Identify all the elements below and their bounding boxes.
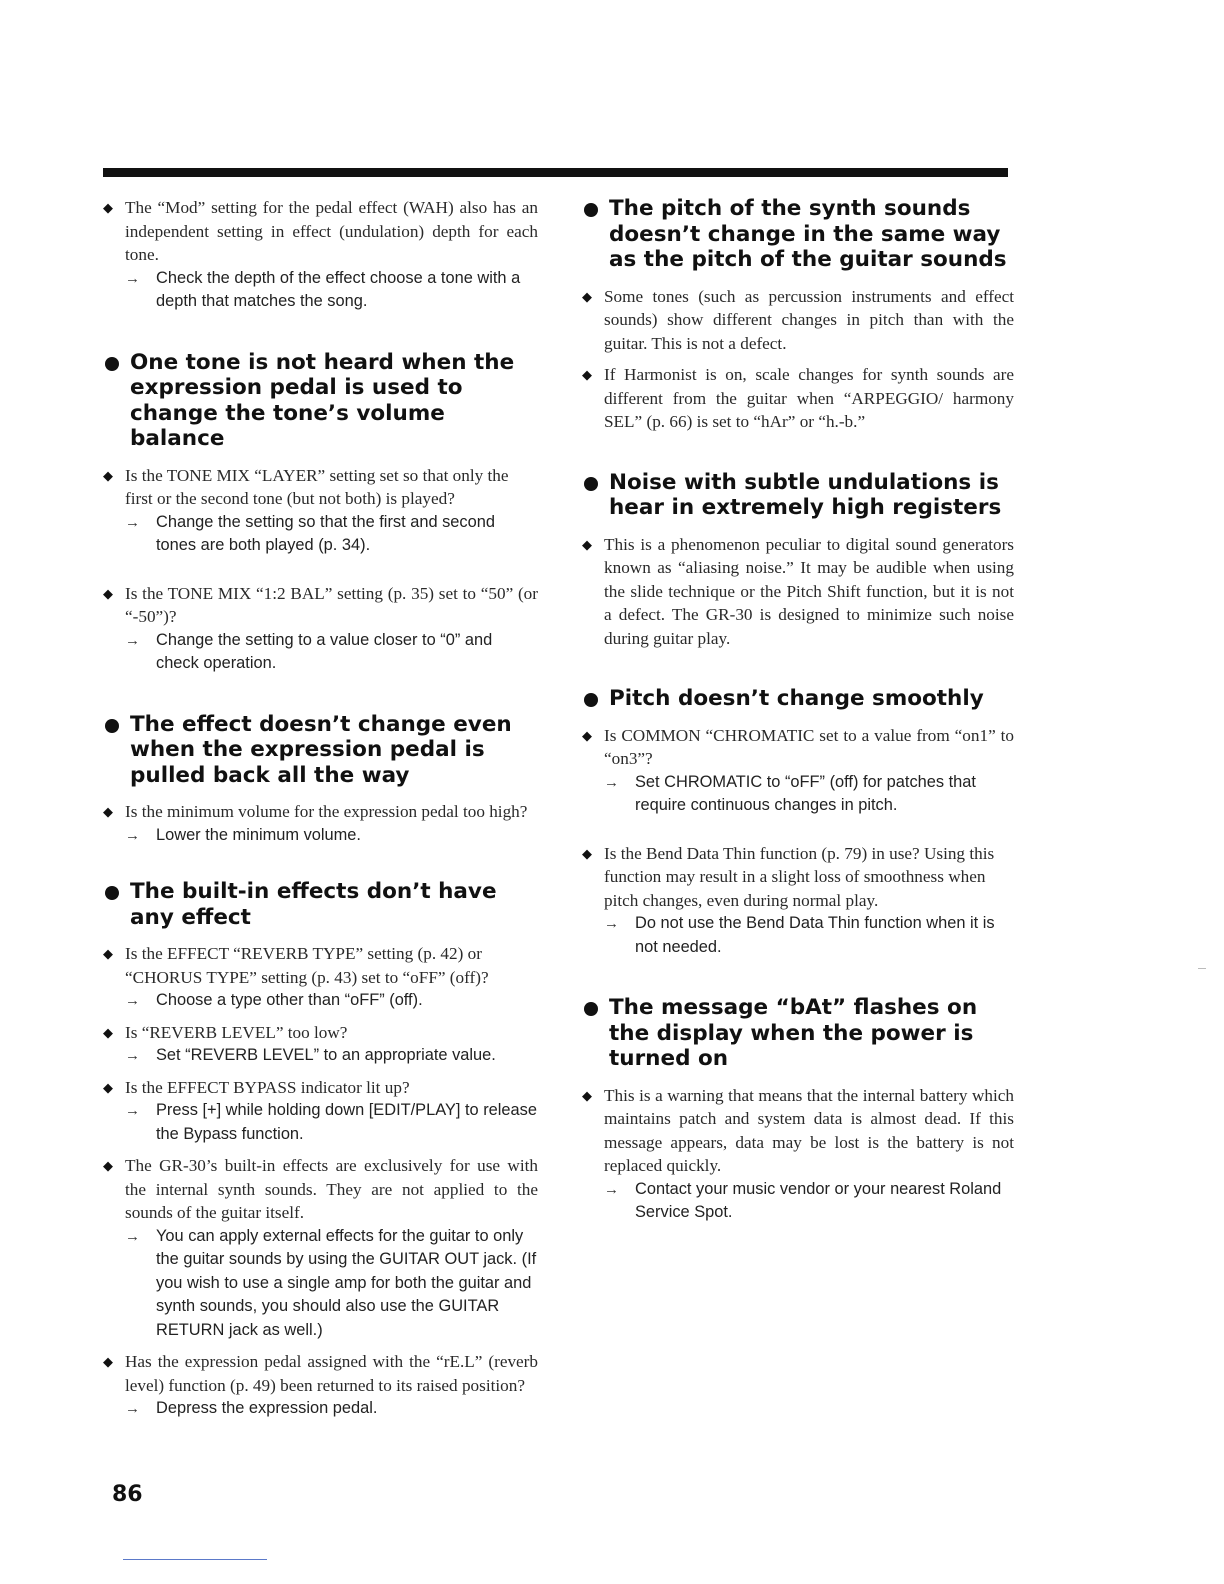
item-text: Some tones (such as percussion instruments and effect sounds) show different changes in pitch than with the guitar. This is not a defect.	[604, 286, 1014, 353]
item-text: If Harmonist is on, scale changes for synth sounds are different from the guitar when “ARPEGGIO/ harmony SEL” (p. 66) is set to “hAr” or “h.-b.”	[604, 365, 1014, 431]
section-heading	[582, 995, 1014, 1072]
section	[582, 995, 1014, 1225]
arrow-icon: →	[125, 992, 140, 1009]
arrow-icon: →	[125, 1227, 140, 1245]
answer-text: Contact your music vendor or your nearest Roland Service Spot.	[635, 1179, 1002, 1221]
arrow-icon: →	[125, 1047, 140, 1064]
diamond-bullet-icon: ◆	[103, 804, 113, 819]
top-rule	[103, 168, 1008, 177]
arrow-icon: →	[125, 1400, 140, 1417]
item-text: This is a warning that means that the internal battery which maintains patch and system data is almost dead. If this message appears, data may be lost is the battery is not replaced quickly.	[604, 1085, 1014, 1175]
item-text: Is COMMON “CHROMATIC set to a value from “on1” to “on3”?	[604, 725, 1014, 768]
heading-bullet-icon	[584, 203, 598, 217]
answer-item	[125, 1397, 538, 1421]
item-text: The “Mod” setting for the pedal effect (WAH) also has an independent setting in effect (undulation) depth for each tone.	[125, 198, 538, 264]
arrow-icon: →	[125, 826, 140, 844]
answer-text: Change the setting so that the first and second tones are both played (p. 34).	[156, 512, 495, 554]
list-item	[103, 800, 538, 824]
list-item	[103, 1021, 538, 1045]
answer-text: Choose a type other than “oFF” (off).	[156, 991, 423, 1009]
left-column	[103, 196, 538, 1421]
arrow-icon: →	[604, 1180, 619, 1198]
arrow-icon: →	[604, 773, 619, 791]
heading-bullet-icon	[105, 357, 119, 371]
item-text: Is the TONE MIX “LAYER” setting set so that only the first or the second tone (but not both) is played?	[125, 465, 509, 508]
section-heading	[582, 470, 1014, 521]
list-item	[582, 533, 1014, 651]
heading-text: The message “bAt” flashes on the display when the power is turned on	[609, 995, 978, 1071]
item-text: This is a phenomenon peculiar to digital sound generators known as “aliasing noise.” It may be audible when using the slide technique or the Pitch Shift function, but it is not a defect. The GR-30 is designed to minimize such noise during guitar play.	[604, 534, 1014, 648]
answer-item	[604, 771, 1014, 818]
page-number: 86	[112, 1482, 143, 1507]
answer-item	[125, 824, 538, 848]
heading-text: The built-in effects don’t have any effect	[130, 879, 497, 930]
heading-text: Noise with subtle undulations is hear in extremely high registers	[609, 469, 1002, 520]
footer-rule	[123, 1559, 267, 1560]
diamond-bullet-icon: ◆	[582, 288, 592, 304]
heading-bullet-icon	[105, 719, 119, 733]
heading-bullet-icon	[584, 477, 598, 491]
margin-mark	[1198, 968, 1206, 969]
answer-item	[125, 1044, 538, 1068]
list-item	[103, 1076, 538, 1100]
list-item	[103, 464, 538, 511]
section-heading	[103, 712, 538, 789]
list-item	[103, 942, 538, 989]
list-item	[103, 196, 538, 267]
diamond-bullet-icon: ◆	[103, 585, 113, 601]
diamond-bullet-icon: ◆	[103, 1024, 113, 1040]
list-item	[582, 1084, 1014, 1178]
answer-text: Check the depth of the effect choose a tone with a depth that matches the song.	[156, 268, 521, 310]
answer-text: You can apply external effects for the guitar to only the guitar sounds by using the GUITAR OUT jack. (If you wish to use a single amp for both the guitar and synth sounds, you should also use the GUITAR RETURN jack as well.)	[156, 1226, 537, 1339]
answer-text: Set CHROMATIC to “oFF” (off) for patches that require continuous changes in pitch.	[635, 772, 976, 814]
diamond-bullet-icon: ◆	[582, 1087, 592, 1103]
list-item	[103, 582, 538, 629]
heading-bullet-icon	[584, 693, 598, 707]
list-item	[582, 724, 1014, 771]
heading-text: One tone is not heard when the expression pedal is used to change the tone’s volume balance	[130, 349, 515, 451]
heading-bullet-icon	[105, 886, 119, 900]
arrow-icon: →	[125, 631, 140, 649]
answer-item	[125, 1225, 538, 1343]
answer-text: Set “REVERB LEVEL” to an appropriate value.	[156, 1046, 496, 1064]
item-text: Is “REVERB LEVEL” too low?	[125, 1022, 348, 1042]
answer-text: Lower the minimum volume.	[156, 825, 361, 844]
diamond-bullet-icon: ◆	[103, 467, 113, 483]
diamond-bullet-icon: ◆	[103, 1354, 113, 1369]
arrow-icon: →	[125, 269, 140, 287]
section	[103, 350, 538, 676]
item-text: Is the EFFECT “REVERB TYPE” setting (p. 42) or “CHORUS TYPE” setting (p. 43) set to “oFF” (off)?	[125, 944, 489, 987]
answer-item	[604, 1178, 1014, 1225]
answer-item	[125, 989, 538, 1013]
list-item	[582, 363, 1014, 434]
item-text: Is the minimum volume for the expression pedal too high?	[125, 802, 528, 821]
right-column	[582, 196, 1014, 1225]
list-item	[582, 842, 1014, 913]
heading-text: The pitch of the synth sounds doesn’t change in the same way as the pitch of the guitar sounds	[609, 196, 1007, 272]
diamond-bullet-icon: ◆	[582, 367, 592, 382]
list-item	[103, 1350, 538, 1397]
list-item	[103, 1154, 538, 1225]
section	[582, 686, 1014, 959]
section	[582, 470, 1014, 651]
answer-item	[125, 267, 538, 314]
diamond-bullet-icon: ◆	[103, 1158, 113, 1173]
diamond-bullet-icon: ◆	[582, 536, 592, 552]
section	[103, 879, 538, 1421]
answer-item	[125, 1099, 538, 1146]
heading-text: The effect doesn’t change even when the expression pedal is pulled back all the way	[130, 711, 512, 788]
list-item	[582, 285, 1014, 356]
answer-text: Depress the expression pedal.	[156, 1399, 378, 1417]
heading-text: Pitch doesn’t change smoothly	[609, 686, 984, 711]
answer-item	[125, 511, 538, 558]
diamond-bullet-icon: ◆	[582, 727, 592, 743]
section-heading	[103, 879, 538, 930]
item-text: Is the Bend Data Thin function (p. 79) in use? Using this function may result in a slight loss of smoothness when pitch changes, even during normal play.	[604, 843, 995, 910]
answer-item	[125, 629, 538, 676]
intro-block	[103, 196, 538, 314]
arrow-icon: →	[125, 513, 140, 531]
answer-text: Press [+] while holding down [EDIT/PLAY] to release the Bypass function.	[156, 1101, 537, 1143]
section-heading	[103, 350, 538, 452]
diamond-bullet-icon: ◆	[103, 200, 113, 215]
item-text: The GR-30’s built-in effects are exclusively for use with the internal synth sounds. They are not applied to the sounds of the guitar itself.	[125, 1156, 538, 1222]
arrow-icon: →	[604, 915, 619, 932]
diamond-bullet-icon: ◆	[103, 1079, 113, 1095]
answer-item	[604, 912, 1014, 959]
diamond-bullet-icon: ◆	[103, 946, 113, 961]
item-text: Has the expression pedal assigned with the “rE.L” (reverb level) function (p. 49) been returned to its raised position?	[125, 1352, 538, 1395]
answer-text: Do not use the Bend Data Thin function when it is not needed.	[635, 914, 995, 956]
section	[103, 712, 538, 848]
heading-bullet-icon	[584, 1002, 598, 1016]
section	[582, 196, 1014, 434]
section-heading	[582, 196, 1014, 273]
item-text: Is the EFFECT BYPASS indicator lit up?	[125, 1077, 410, 1097]
section-heading	[582, 686, 1014, 712]
arrow-icon: →	[125, 1102, 140, 1119]
item-text: Is the TONE MIX “1:2 BAL” setting (p. 35) set to “50” (or “-50”)?	[125, 583, 538, 626]
answer-text: Change the setting to a value closer to “0” and check operation.	[156, 630, 493, 672]
diamond-bullet-icon: ◆	[582, 845, 592, 861]
